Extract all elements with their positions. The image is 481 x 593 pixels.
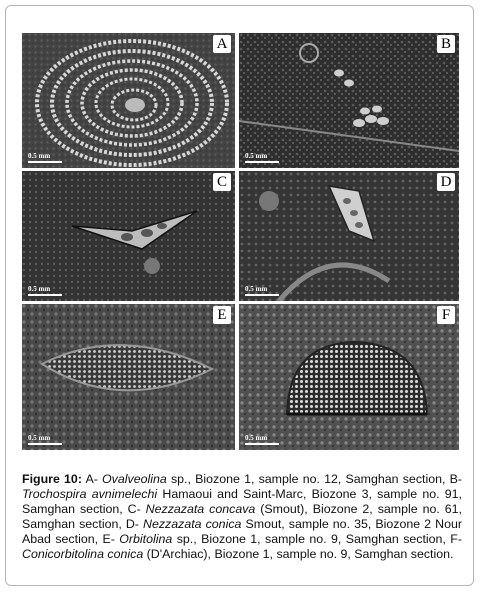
caption-seg-7: Nezzazata conica <box>143 517 242 532</box>
scale-label-d: 0.5 mm <box>245 285 268 293</box>
panel-b <box>239 33 459 168</box>
panel-label-b: B <box>437 35 455 53</box>
figure-caption <box>22 472 462 562</box>
micrograph-c <box>22 171 235 301</box>
caption-seg-9: Orbitolina <box>119 532 173 547</box>
scale-label-b: 0.5 mm <box>245 152 268 160</box>
caption-seg-11: Conicorbitolina conica <box>22 547 144 562</box>
panel-label-e: E <box>213 306 231 324</box>
figure-label: Figure 10: <box>22 472 82 487</box>
caption-seg-6: (Smout), Biozone 2, sample no. 61, Samghan section, D- <box>22 502 462 532</box>
caption-seg-0: A- <box>81 472 103 487</box>
micrograph-a <box>22 33 235 168</box>
micrograph-d <box>239 171 459 301</box>
scale-bar-d <box>245 285 279 296</box>
caption-seg-4: Hamaoui and Saint-Marc, Biozone 3, sample no. 91, Samghan section, C- <box>22 487 462 517</box>
scale-label-c: 0.5 mm <box>28 285 51 293</box>
micrograph-f <box>239 304 459 450</box>
panel-e <box>22 304 235 450</box>
micrograph-e <box>22 304 235 450</box>
panel-a <box>22 33 235 168</box>
scale-bar-c <box>28 285 62 296</box>
micrograph-b <box>239 33 459 168</box>
caption-seg-12: (D'Archiac), Biozone 1, sample no. 9, Samghan section. <box>143 547 454 562</box>
caption-seg-5: Nezzazata concava <box>145 502 256 517</box>
scale-label-e: 0.5 mm <box>28 434 51 442</box>
scale-bar-f <box>245 434 279 445</box>
panel-label-a: A <box>213 35 231 53</box>
panel-d <box>239 171 459 301</box>
panel-c <box>22 171 235 301</box>
panel-label-f: F <box>437 306 455 324</box>
panel-f <box>239 304 459 450</box>
panel-label-c: C <box>213 173 231 191</box>
scale-label-a: 0.5 mm <box>28 152 51 160</box>
caption-seg-10: sp., Biozone 1, sample no. 9, Samghan section, F- <box>172 532 462 547</box>
caption-seg-8: Smout, sample no. 35, Biozone 2 Nour Abad section, E- <box>22 517 462 547</box>
caption-seg-3: Trochospira avnimelechi <box>22 487 158 502</box>
scale-bar-b <box>245 152 279 163</box>
scale-bar-a <box>28 152 62 163</box>
micrograph-grid <box>22 33 459 450</box>
scale-label-f: 0.5 mm <box>245 434 268 442</box>
caption-seg-1: Ovalveolina <box>102 472 167 487</box>
scale-bar-e <box>28 434 62 445</box>
panel-label-d: D <box>437 173 455 191</box>
caption-seg-2: sp., Biozone 1, sample no. 12, Samghan section, B- <box>166 472 463 487</box>
